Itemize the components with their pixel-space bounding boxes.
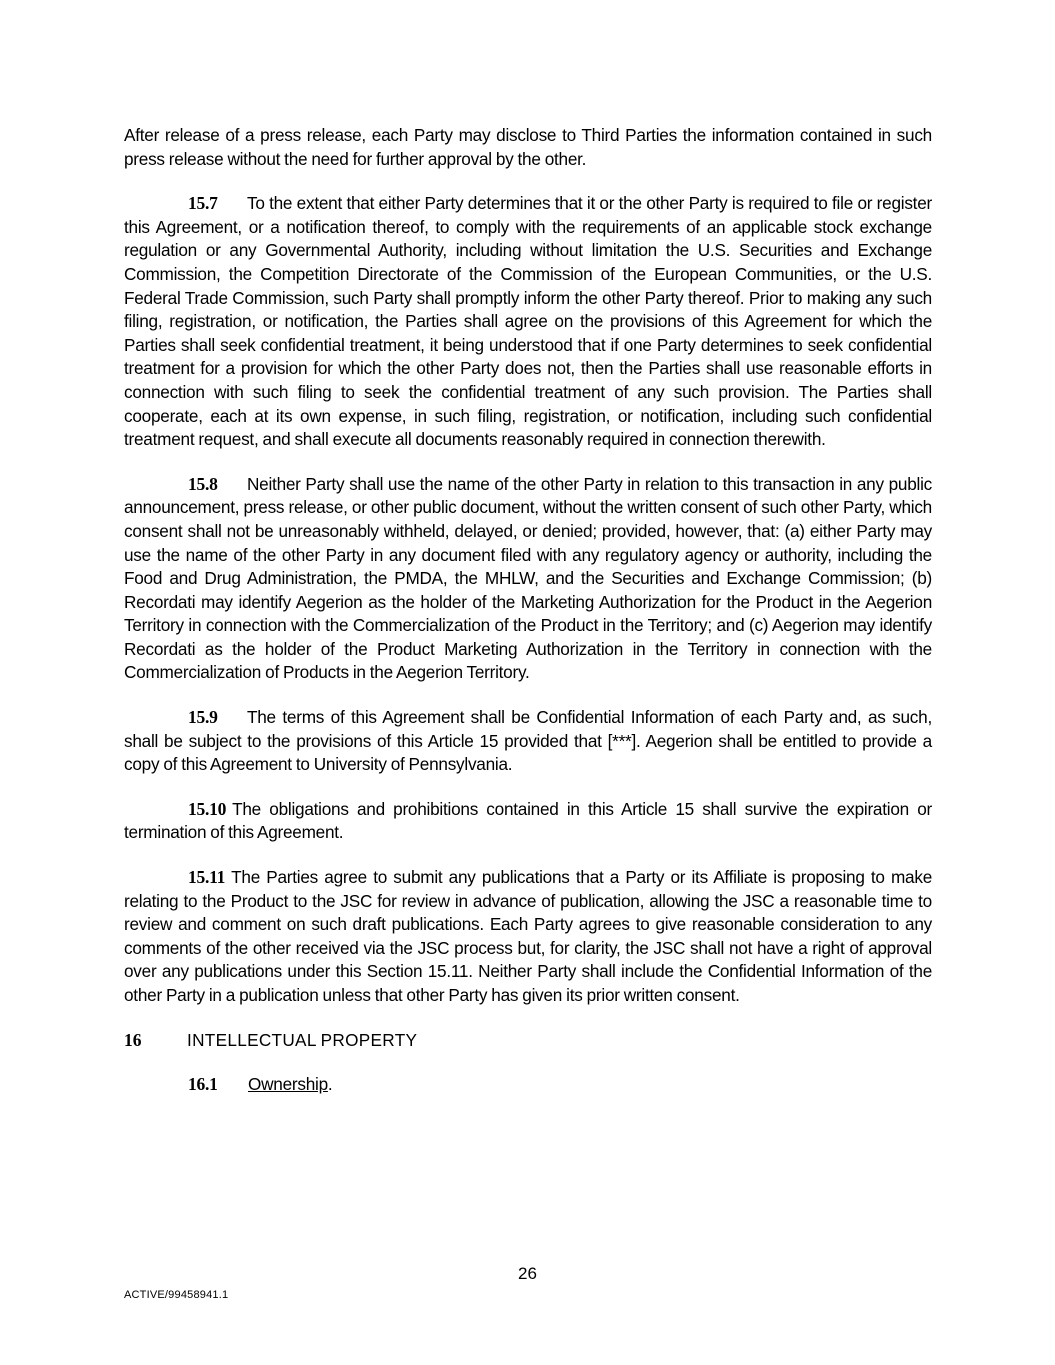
section-number: 15.8 xyxy=(188,473,218,494)
section-15-7 xyxy=(124,192,932,452)
section-text: To the extent that either Party determines that it or the other Party is required to file or register this Agreement, or a notification thereof, to comply with the requirements of an applicable stock exchange regulation or any Governmental Authority, including without limitation the U.S. Securities and Exchange Commission, the Competition Directorate of the Commission of the European Communities, or the U.S. Federal Trade Commission, such Party shall promptly inform the other Party thereof. Prior to making any such filing, registration, or notification, the Parties shall agree on the provisions of this Agreement for which the Parties shall seek confidential treatment, it being understood that if one Party determines to seek confidential treatment for a provision for which the other Party does not, then the Parties shall use reasonable efforts in connection with such filing to seek the confidential treatment of any such provision. The Parties shall cooperate, each at its own expense, in such filing, registration, or notification, including such confidential treatment request, and shall execute all documents reasonably required in connection therewith. xyxy=(124,193,932,450)
intro-paragraph: After release of a press release, each Party may disclose to Third Parties the information contained in such press release without the need for further approval by the other. xyxy=(124,125,932,169)
section-15-8 xyxy=(124,473,932,685)
subsection-heading xyxy=(188,1073,932,1097)
subsection-title: Ownership xyxy=(248,1074,328,1095)
subsection-number: 16.1 xyxy=(188,1074,218,1095)
section-15-11 xyxy=(124,866,932,1008)
section-text: The obligations and prohibitions contained in this Article 15 shall survive the expiration or termination of this Agreement. xyxy=(124,798,932,843)
subsection-title-period: . xyxy=(327,1074,333,1095)
article-heading xyxy=(124,1029,932,1053)
section-number: 15.7 xyxy=(188,193,218,214)
page-number: 26 xyxy=(518,1264,537,1283)
section-15-9 xyxy=(124,706,932,777)
section-number: 15.10 xyxy=(188,798,227,819)
article-title: INTELLECTUAL PROPERTY xyxy=(187,1029,418,1050)
section-number: 15.11 xyxy=(188,867,226,888)
article-number: 16 xyxy=(124,1029,142,1050)
section-text: Neither Party shall use the name of the other Party in relation to this transaction in any public announcement, press release, or other public document, without the written consent of such other Party, which consent shall not be unreasonably withheld, delayed, or denied; provided, however, that: (a) either Party may use the name of the other Party in any document filed with any regulatory agency or authority, including the Food and Drug Administration, the PMDA, the MHLW, and the Securities and Exchange Commission; (b) Recordati may identify Aegerion as the holder of the Marketing Authorization for the Product in the Aegerion Territory in connection with the Commercialization of the Product in the Territory; and (c) Aegerion may identify Recordati as the holder of the Product Marketing Authorization in the Territory in connection with the Commercialization of Products in the Aegerion Territory. xyxy=(124,473,932,683)
document-id: ACTIVE/99458941.1 xyxy=(124,1289,229,1301)
section-number: 15.9 xyxy=(188,707,218,728)
document-body xyxy=(124,124,932,1097)
section-15-10 xyxy=(124,798,932,845)
section-text: The terms of this Agreement shall be Confidential Information of each Party and, as such, shall be subject to the provisions of this Article 15 provided that [***]. Aegerion shall be entitled to provide a copy of this Agreement to University of Pennsylvania. xyxy=(124,707,932,775)
section-text: The Parties agree to submit any publications that a Party or its Affiliate is proposing to make relating to the Product to the JSC for review in advance of publication, allowing the JSC a reasonable time to review and comment on such draft publications. Each Party agrees to give reasonable consideration to any comments of the other received via the JSC process but, for clarity, the JSC shall not have a right of approval over any publications under this Section 15.11. Neither Party shall include the Confidential Information of the other Party in a publication unless that other Party has given its prior written consent. xyxy=(124,867,932,1005)
